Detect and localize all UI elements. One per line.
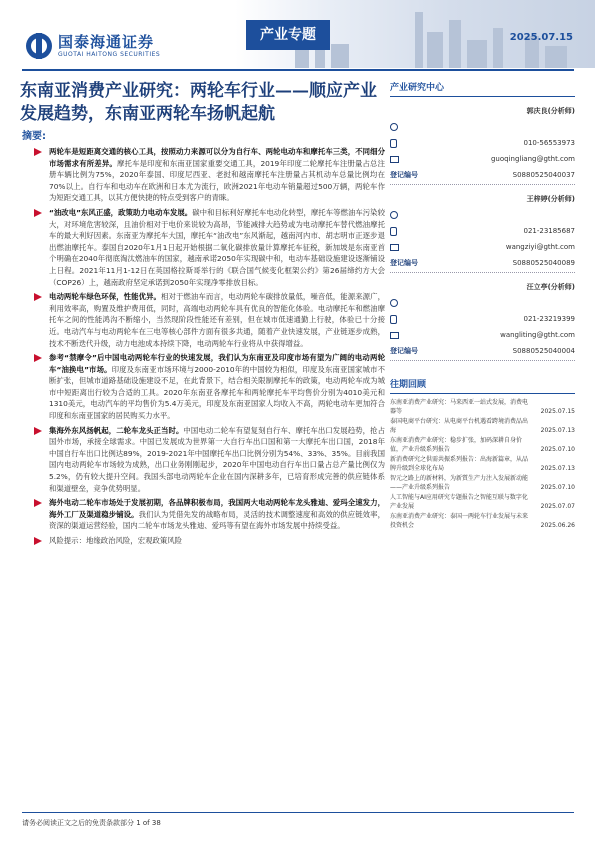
paragraph-lead: 海外电动二轮车市场处于发展初期，各品牌积极布局，我国两大电动两轮车龙头雅迪、爱玛全速发力，海外工厂及渠道稳步铺设。 xyxy=(49,498,385,519)
past-report-item[interactable]: 泰国电商平台研究：从电商平台机遇看跨境消费品出海 2025.07.13 xyxy=(390,418,575,434)
reg-label: 登记编号 xyxy=(390,347,418,355)
page-footer: 请务必阅读正文之后的免责条款部分 1 of 38 xyxy=(22,819,161,827)
phone-icon xyxy=(390,315,397,324)
analyst-name: 王梓婷(分析师) xyxy=(526,195,575,203)
analyst-email[interactable]: guoqingliang@gtht.com xyxy=(490,155,575,163)
paragraph-text: 印度及东南亚市场环境与2000-2010年的中国较为相似，印度及东南亚国家城市不断扩张，但城市道路基础设施建设不足，在此背景下，结合相关限制摩托车的政策，电动两轮车成为城市中短距离出行较为合适的工具。2020年东南亚各摩托车和两轮摩托车平均售价分别为4010美元和1310美元，电动汽车的平均售价为5.4万美元，印度及东南亚国家人均收入不高，两轮电动车更加符合印度和东南亚国家的居民购买力水平。 xyxy=(49,364,385,421)
paragraph-text: 相对于燃油车而言，电动两轮车碳排放量低，噪音低，能源来源广，利用效率高，购置及维护费用低，同时，高端电动两轮车具有优良的智能化体验。电动摩托车和燃油摩托车之间的性能鸿沟不断缩小，当然现阶段性能还有差别，但在城市低速通勤上行驶，体验已十分接近。电动汽车与电动两轮车在三电等核心部件方面有很多共通，随着产业快速发展，产业链逐步成熟，技术不断迭代升级，动力电池成本持续下降，电动两轮车行业将从中获得增益。 xyxy=(49,292,385,348)
mail-icon xyxy=(390,156,399,163)
summary-paragraph xyxy=(22,497,385,532)
past-report-item[interactable]: 新消费研究之供需共振系列报告：出海新篇章，从品牌升级到全球化布局 2025.07.13 xyxy=(390,456,575,472)
paragraph-text: 风险提示：地缘政治风险，宏观政策风险 xyxy=(49,536,183,545)
analyst-phone: 021-23185687 xyxy=(523,227,575,235)
report-title: 东南亚消费产业研究：两轮车行业——顺应产业发展趋势，东南亚两轮车扬帆起航 xyxy=(20,81,377,124)
logo-name-en: GUOTAI HAITONG SECURITIES xyxy=(58,50,161,58)
company-logo xyxy=(26,33,160,59)
summary-paragraph xyxy=(22,291,385,349)
bullet-icon xyxy=(34,427,43,435)
summary-paragraph xyxy=(22,352,385,422)
analyst-reg-number: S0880525040004 xyxy=(512,347,575,355)
person-icon xyxy=(390,211,398,219)
bullet-icon xyxy=(34,209,43,217)
paragraph-lead: 两轮车是短距离交通的核心工具，按照动力来源可以分为自行车、两轮电动车和摩托车三类，不同细分市场需求有所差异。 xyxy=(49,147,385,168)
bullet-icon xyxy=(34,148,43,156)
phone-icon xyxy=(390,227,397,236)
analyst-name: 郭庆良(分析师) xyxy=(526,107,575,115)
bullet-icon xyxy=(34,537,43,545)
risk-warning xyxy=(22,535,385,547)
bullet-icon xyxy=(34,499,43,507)
reg-label: 登记编号 xyxy=(390,171,418,179)
summary-paragraph xyxy=(22,425,385,495)
analyst-email[interactable]: wangliting@gtht.com xyxy=(500,331,575,339)
paragraph-text: 我们认为凭借先发的战略布局，灵活的技术调整速度和高效的供应链效率，资深的渠道运营经验，国内二轮车市场龙头雅迪、爱玛等有望在海外市场发展中持续受益。 xyxy=(49,509,385,531)
analyst-reg-number: S0880525040089 xyxy=(512,259,575,267)
phone-icon xyxy=(390,139,397,148)
mail-icon xyxy=(390,332,399,339)
paragraph-lead: 电动两轮车绿色环保，性能优异。 xyxy=(49,292,162,302)
past-reports-heading: 往期回顾 xyxy=(390,377,575,394)
summary-body xyxy=(22,146,385,550)
paragraph-lead: 集海外东风扬帆起，二轮车龙头正当时。 xyxy=(49,425,184,435)
analyst-card xyxy=(390,191,575,273)
paragraph-lead: “油改电”东风正盛，政策助力电动车发展。 xyxy=(49,207,193,217)
past-reports-list xyxy=(390,398,575,530)
research-center-heading: 产业研究中心 xyxy=(390,80,575,97)
analyst-phone: 021-23219399 xyxy=(523,315,575,323)
header-divider xyxy=(22,69,574,71)
analyst-email[interactable]: wangziyi@gtht.com xyxy=(505,243,575,251)
logo-name-cn: 国泰海通证券 xyxy=(58,32,155,51)
summary-paragraph xyxy=(22,146,385,204)
paragraph-text: 中国电动二轮车有望复刻自行车、摩托车出口发展趋势，抢占国外市场，承接全球需求。中国已发展成为世界第一大自行车出口国和第一大摩托车出口国，2018年中国自行车出口比例达89%，2019-2021年中国摩托车出口比例分别为54%、33%、35%。目前我国国内电动两轮车市场较为成熟，出口业务刚刚起步，2020年中国电动自行车出口量占总产量比例仅为5.2%，仍有较大提升空间。我国头部电动两轮车企业在国内深耕多年，已培育形成完善的供应链体系和渠道壁垒，竞争优势明显。 xyxy=(49,425,385,493)
report-type-badge: 产业专题 xyxy=(246,20,330,50)
sidebar xyxy=(390,80,575,531)
reg-label: 登记编号 xyxy=(390,259,418,267)
analyst-card xyxy=(390,103,575,185)
summary-label: 摘要: xyxy=(22,131,46,142)
mail-icon xyxy=(390,244,399,251)
report-date: 2025.07.15 xyxy=(509,32,573,43)
analyst-phone: 010-56553973 xyxy=(523,139,575,147)
paragraph-lead: 参考“禁摩令”后中国电动两轮车行业的快速发展，我们认为东南亚及印度市场有望为广阔的电动两轮车“油换电”市场。 xyxy=(49,353,385,374)
past-report-item[interactable]: 智元之路上的新材料，为新質生产力注入发展新动能——产业升级系列报告 2025.07.10 xyxy=(390,475,575,491)
logo-icon xyxy=(26,33,52,59)
analyst-reg-number: S0880525040037 xyxy=(512,171,575,179)
report-header xyxy=(0,0,595,68)
paragraph-text: 碳中和目标利好摩托车电动化转型，摩托车等燃油车污染较大，对环境危害较深，且油价相对于电价来说较为高昂，节能减排大趋势或为电动摩托车替代燃油摩托车的最大利好因素。东南亚为摩托车大国，摩托车“油改电”东风渐起，越南河内市、胡志明市正逐步退出燃油摩托车。泰国自2020年1月1日起开始根据二氧化碳排放量计算摩托车征税，新加坡是东南亚首个明确在2040年彻底淘汰燃油车的国家，越南承诺2050年实现碳中和，电动车基础设施建设逐渐铺设上日程。2021年11月1-12日在英国格拉斯哥举行的《联合国气候变化框架公约》第26届缔约方大会（COP26）上，越南政府坚定承诺到2050年实现净零排放目标。 xyxy=(49,207,385,287)
past-report-item[interactable]: 东南亚消费产业研究：泰国一两轮车行业发展与未来投资机会 2025.06.26 xyxy=(390,513,575,529)
paragraph-text: 摩托车是印度和东南亚国家重要交通工具，2019年印度二轮摩托车注册量占总注册车辆比例为75%，2020年泰国、印度尼西亚、老挝和越南摩托车注册量占其机动车总量比例均在70%以上。自行车和电动车在欧洲和日本尤为流行，欧洲2021年电动车销量超过500万辆，两轮车作为短距交通工具，以其方便快捷的特点受到客户的青睐。 xyxy=(49,158,385,203)
person-icon xyxy=(390,299,398,307)
analyst-card xyxy=(390,279,575,361)
summary-paragraph xyxy=(22,207,385,288)
person-icon xyxy=(390,123,398,131)
past-report-item[interactable]: 人工智能与AI应用研究专题报告之智能互联与数字化产业发展 2025.07.07 xyxy=(390,494,575,510)
past-report-item[interactable]: 东南亚消费产业研究：稳步扩张，加码深耕自身价值，产业升级系列报告 2025.07.10 xyxy=(390,437,575,453)
past-report-item[interactable]: 东南亚消费产业研究：马来西亚一站式发展，消费电器等 2025.07.15 xyxy=(390,399,575,415)
bullet-icon xyxy=(34,354,43,362)
footer-divider xyxy=(22,812,574,813)
bullet-icon xyxy=(34,293,43,301)
analyst-name: 汪立亭(分析师) xyxy=(526,283,575,291)
